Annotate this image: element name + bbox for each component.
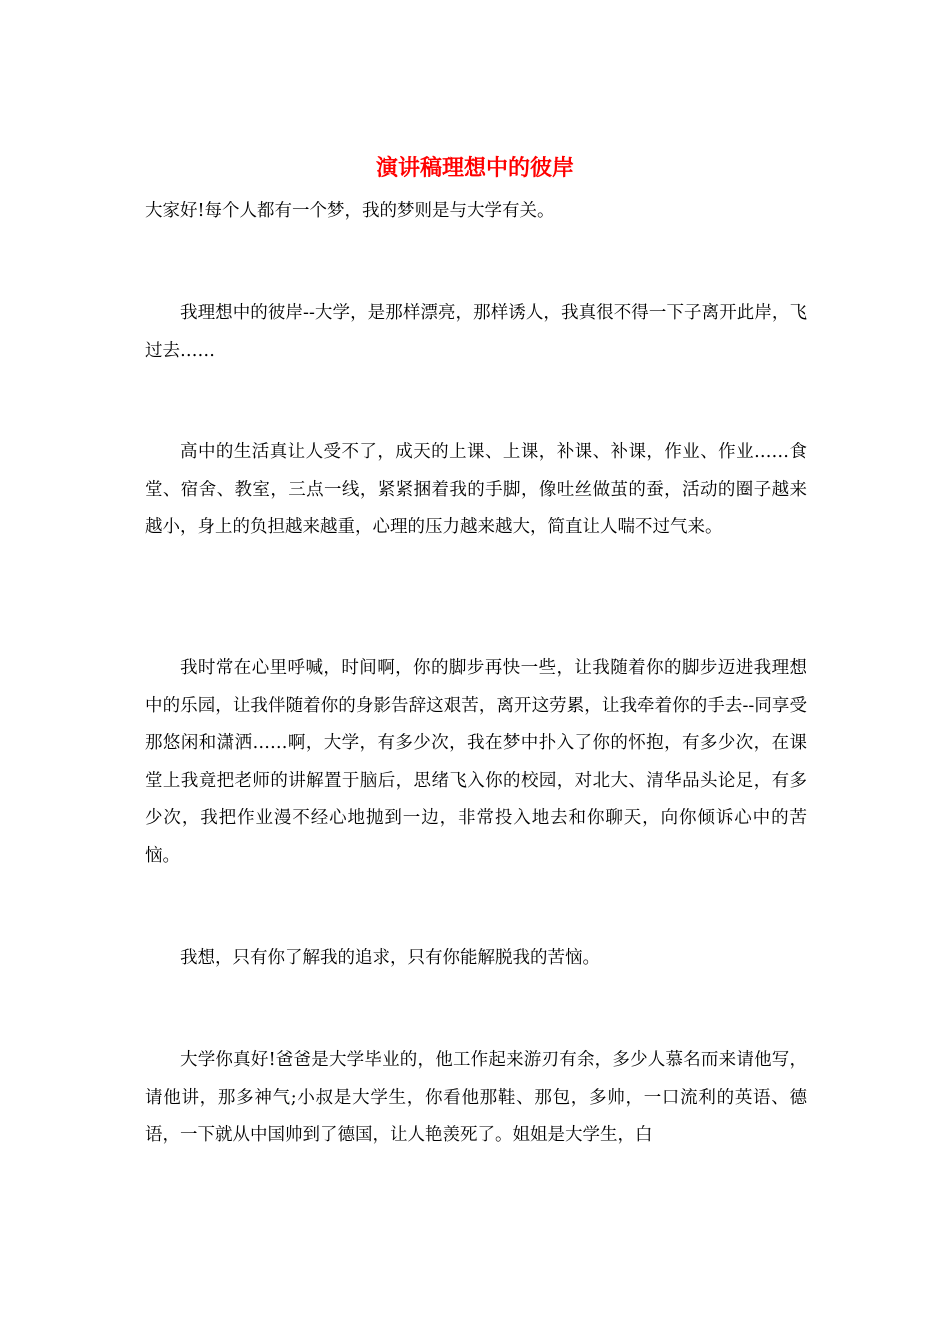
paragraph-calling-out: 我时常在心里呼喊，时间啊，你的脚步再快一些，让我随着你的脚步迈进我理想中的乐园，让我伴随着你的身影告辞这艰苦，离开这劳累，让我牵着你的手去--同享受那悠闲和潇洒……啊，大学，有多少次，我在梦中扑入了你的怀抱，有多少次，在课堂上我竟把老师的讲解置于脑后，思绪飞入你的校园，对北大、清华品头论足，有多少次，我把作业漫不经心地抛到一边，非常投入地去和你聊天，向你倾诉心中的苦恼。	[145, 658, 807, 866]
paragraph-ideal-shore: 我理想中的彼岸--大学，是那样漂亮，那样诱人，我真很不得一下子离开此岸，飞过去……	[145, 303, 807, 361]
document-title: 演讲稿理想中的彼岸	[375, 155, 574, 181]
paragraph-only-you: 我想，只有你了解我的追求，只有你能解脱我的苦恼。	[180, 948, 600, 968]
paragraph-university-good: 大学你真好!爸爸是大学毕业的，他工作起来游刃有余，多少人慕名而来请他写，请他讲，那多神气;小叔是大学生，你看他那鞋、那包，多帅，一口流利的英语、德语，一下就从中国帅到了德国，让人艳羡死了。姐姐是大学生，白	[145, 1050, 807, 1145]
paragraph-greeting: 大家好!每个人都有一个梦，我的梦则是与大学有关。	[145, 201, 555, 221]
paragraph-high-school-life: 高中的生活真让人受不了，成天的上课、上课，补课、补课，作业、作业……食堂、宿舍、教室，三点一线，紧紧捆着我的手脚，像吐丝做茧的蚕，活动的圈子越来越小，身上的负担越来越重，心理的压力越来越大，简直让人喘不过气来。	[145, 442, 807, 537]
